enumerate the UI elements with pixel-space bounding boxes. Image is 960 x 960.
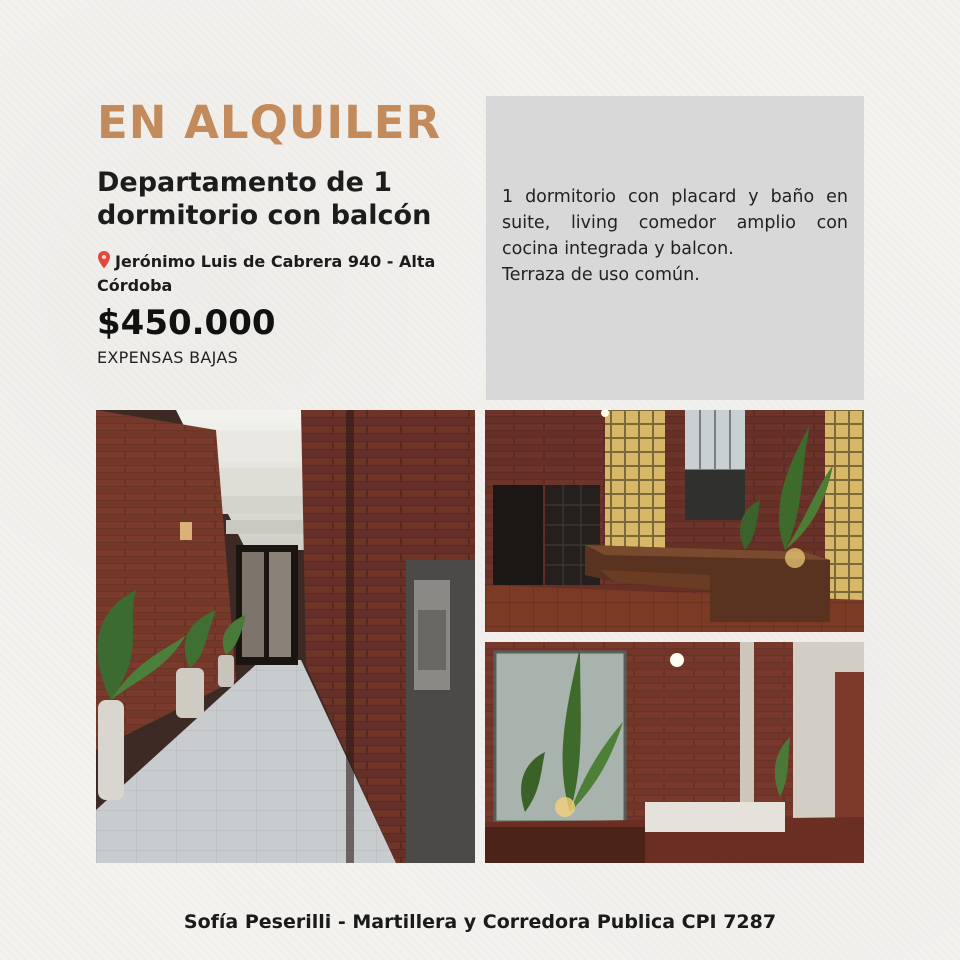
listing-status-title: EN ALQUILER [97,96,442,149]
location-pin-icon [97,251,111,269]
expenses-label: EXPENSAS BAJAS [97,348,239,367]
description-box [486,96,864,400]
listing-address [97,250,467,298]
address-text: Jerónimo Luis de Cabrera 940 - Alta Córdoba [97,252,436,295]
photo-courtyard [485,410,864,632]
photo-lobby [485,642,864,863]
courtyard-image [485,410,864,632]
corridor-image [96,410,475,863]
description-main: 1 dormitorio con placard y baño en suite, living comedor amplio con cocina integrada y balcon. [502,187,848,259]
photo-corridor [96,410,475,863]
listing-price: $450.000 [97,303,276,343]
footer-credit: Sofía Peserilli - Martillera y Corredora Publica CPI 7287 [183,911,777,933]
listing-title: Departamento de 1 dormitorio con balcón [97,167,432,231]
lobby-image [485,642,864,863]
description-extra: Terraza de uso común. [502,265,700,285]
